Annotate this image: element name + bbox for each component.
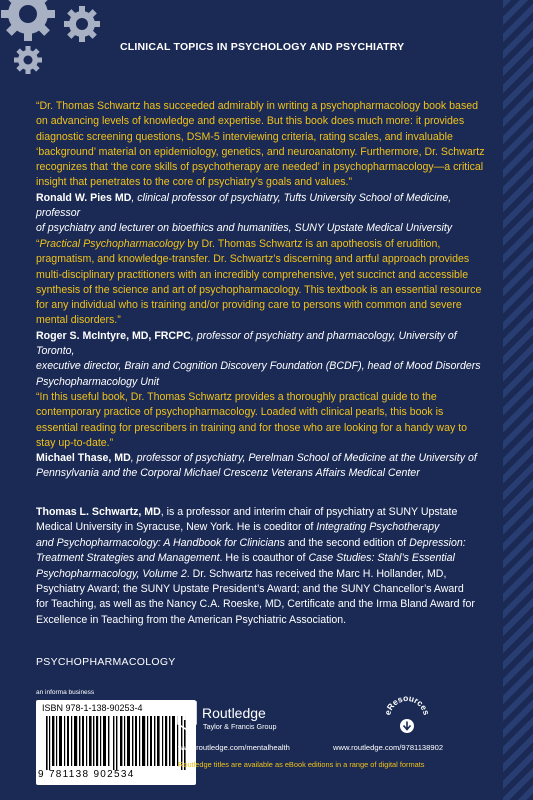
- endorsement-2: [36, 237, 498, 390]
- publisher-name: Routledge: [202, 705, 266, 721]
- svg-text:eResources: [382, 693, 431, 717]
- routledge-logo-letter: R: [181, 709, 193, 724]
- subject-label: PSYCHOPHARMACOLOGY: [36, 656, 176, 668]
- endorsement-attribution: Roger S. McIntyre, MD, FRCPC, professor of psychiatry and pharmacology, University of Toronto, executive director, Brain and Cognition Discovery Foundation (BCDF), head of Mood Disorders Psychopharmacology Unit: [36, 329, 481, 388]
- endorser-name: Michael Thase, MD: [36, 452, 131, 465]
- endorsement-3: [36, 390, 498, 482]
- eresources-logo-text: eResources: [382, 692, 432, 717]
- ebook-footnote: Routledge titles are available as eBook editions in a range of digital formats: [178, 760, 425, 769]
- barcode-icon: [46, 716, 186, 770]
- resources-url: www.routledge.com/9781138902: [333, 743, 444, 752]
- book-title: Practical Psychopharmacology: [39, 238, 185, 250]
- series-title: CLINICAL TOPICS IN PSYCHOLOGY AND PSYCHIATRY: [120, 41, 405, 53]
- endorsement-attribution: Ronald W. Pies MD, clinical professor of psychiatry, Tufts University School of Medicine, professor of psychiatry and lecturer on bioethics and humanities, SUNY Upstate Medical University: [36, 191, 453, 235]
- endorsement-quote: “In this useful book, Dr. Thomas Schwartz provides a thoroughly practical guide to the contemporary practice of psychopharmacology. Loaded with clinical pearls, this book is essential reading for prescribers in training and for those who are looking for a handy way to stay up-to-date.”: [36, 391, 468, 449]
- isbn-label: ISBN 978-1-138-90253-4: [42, 703, 143, 713]
- endorsement-1: [36, 99, 498, 237]
- author-bio: Thomas L. Schwartz, MD, is a professor and interim chair of psychiatry at SUNY Upstate Medical University in Syracuse, New York. He is coeditor of Integrating Psychotherapy and Psychopharmacology: A Handbook for Clinicians and the second edition of Depression: Treatment Strategies and Management. He is coauthor of Case Studies: Stahl’s Essential Psychopharmacology, Volume 2. Dr. Schwartz has received the Marc H. Hollander, MD, Psychiatry Award; the SUNY Upstate President’s Award; and the SUNY Chancellor’s Award for Teaching, as well as the Nancy C.A. Roeske, MD, Certificate and the Irma Bland Award for Excellence in Teaching from the American Psychiatric Association.: [36, 506, 475, 626]
- barcode: [36, 700, 196, 785]
- endorsement-quote: “Practical Psychopharmacology by Dr. Thomas Schwartz is an apotheosis of erudition, pragmatism, and knowledge-transfer. Dr. Schwartz’s discerning and artful approach provides multi-disciplinary practitioners with an incredibly comprehensive, yet succinct and accessible synthesis of the science and art of psychopharmacology. This textbook is an essential resource for any individual who is training and/or providing care to persons with common and severe mental disorders.”: [36, 238, 482, 327]
- routledge-logo-icon: [176, 700, 198, 732]
- endorser-name: Roger S. McIntyre, MD, FRCPC: [36, 329, 191, 342]
- endorsement-quote: “Dr. Thomas Schwartz has succeeded admirably in writing a psychopharmacology book based on advancing levels of knowledge and expertise. But this book does much more: it provides diagnostic screening questions, DSM-5 interviewing criteria, rating scales, and invaluable ‘background’ material on epidemiology, genetics, and neuroanatomy. Furthermore, Dr. Schwartz recognizes that ‘the core skills of psychotherapy are needed’ in psychopharmacology—a critical insight that penetrates to the core of psychiatry’s goals and values.”: [36, 100, 485, 189]
- informa-label: an informa business: [36, 689, 95, 696]
- gear-icon: [0, 0, 110, 90]
- endorsement-attribution: Michael Thase, MD, professor of psychiatry, Perelman School of Medicine at the University of Pennsylvania and the Corporal Michael Crescenz Veterans Affairs Medical Center: [36, 452, 477, 480]
- endorser-name: Ronald W. Pies MD: [36, 191, 132, 204]
- author-name: Thomas L. Schwartz, MD: [36, 506, 161, 518]
- publisher-subtitle: Taylor & Francis Group: [203, 722, 277, 731]
- eresources-logo-icon: [382, 692, 432, 738]
- publisher-url: www.routledge.com/mentalhealth: [178, 743, 290, 752]
- barcode-number: 9 781138 902534: [38, 769, 135, 780]
- decorative-stripes: [503, 0, 533, 800]
